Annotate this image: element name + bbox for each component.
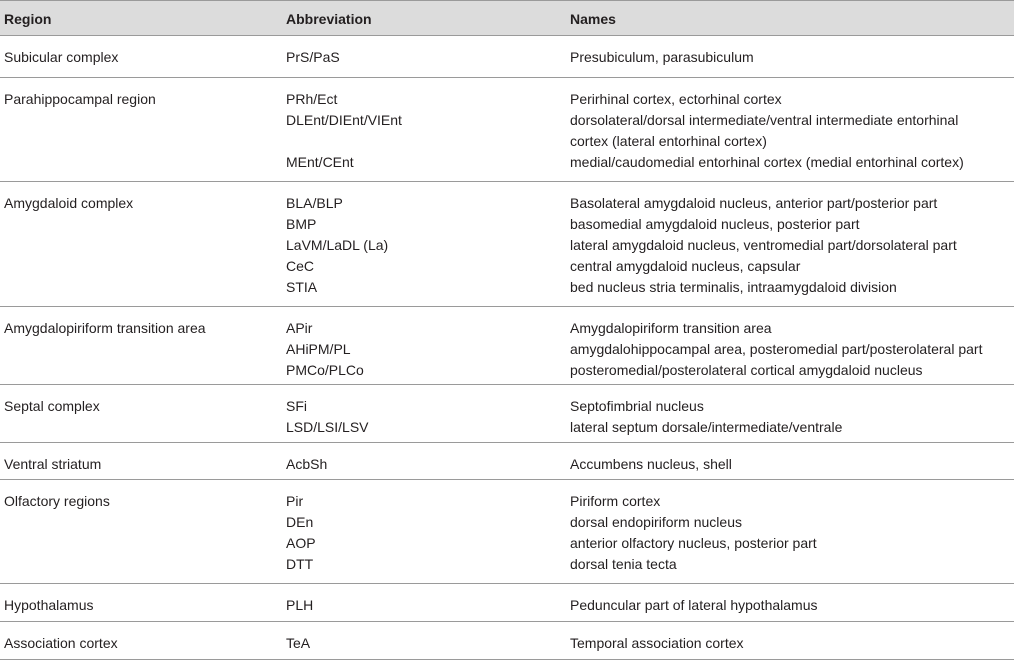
- abbreviation-cell-line: LSD/LSI/LSV: [286, 419, 369, 435]
- abbreviation-cell-line: [286, 131, 402, 152]
- names-cell: [570, 89, 964, 173]
- abbreviation-cell-line: MEnt/CEnt: [286, 154, 354, 170]
- header-abbreviation: Abbreviation: [286, 11, 372, 27]
- names-cell-line: Presubiculum, parasubiculum: [570, 49, 754, 65]
- region-cell: Association cortex: [4, 635, 118, 651]
- names-cell-line: medial/caudomedial entorhinal cortex (medial entorhinal cortex): [570, 154, 964, 170]
- table-row: [0, 385, 1014, 443]
- region-cell: Ventral striatum: [4, 456, 102, 472]
- names-cell-line: Basolateral amygdaloid nucleus, anterior part/posterior part: [570, 195, 938, 211]
- names-cell: [570, 47, 754, 68]
- table-row: [0, 78, 1014, 182]
- names-cell-line: lateral amygdaloid nucleus, ventromedial part/dorsolateral part: [570, 237, 957, 253]
- abbreviation-cell-line: DTT: [286, 556, 314, 572]
- table-row: [0, 36, 1014, 78]
- abbreviation-cell-line: AcbSh: [286, 456, 328, 472]
- abbreviation-cell-line: AHiPM/PL: [286, 341, 351, 357]
- abbreviation-cell-line: DLEnt/DIEnt/VIEnt: [286, 112, 402, 128]
- abbreviation-cell: [286, 595, 313, 616]
- abbreviation-cell: [286, 89, 402, 173]
- names-cell-line: central amygdaloid nucleus, capsular: [570, 258, 801, 274]
- table-row: [0, 584, 1014, 622]
- table-row: [0, 307, 1014, 385]
- abbreviation-cell-line: BMP: [286, 216, 317, 232]
- names-cell-line: dorsal endopiriform nucleus: [570, 514, 742, 530]
- abbreviation-cell-line: CeC: [286, 258, 315, 274]
- abbreviation-cell-line: LaVM/LaDL (La): [286, 237, 389, 253]
- names-cell-line: Perirhinal cortex, ectorhinal cortex: [570, 91, 782, 107]
- region-cell: Amygdalopiriform transition area: [4, 320, 206, 336]
- abbreviation-cell: [286, 47, 340, 68]
- header-names: Names: [570, 11, 616, 27]
- names-cell-line: posteromedial/posterolateral cortical amygdaloid nucleus: [570, 362, 923, 378]
- abbreviation-cell: [286, 454, 327, 475]
- region-cell: Hypothalamus: [4, 597, 94, 613]
- abbreviation-cell-line: APir: [286, 320, 313, 336]
- names-cell-line: Piriform cortex: [570, 493, 661, 509]
- table-header: [0, 0, 1014, 36]
- names-cell: [570, 595, 817, 616]
- region-cell: Subicular complex: [4, 49, 119, 65]
- abbreviation-cell-line: PrS/PaS: [286, 49, 340, 65]
- names-cell: [570, 633, 744, 654]
- table-row: [0, 480, 1014, 584]
- region-cell: Parahippocampal region: [4, 91, 156, 107]
- abbreviation-cell-line: STIA: [286, 279, 318, 295]
- abbreviation-cell: [286, 318, 364, 381]
- abbreviation-cell-line: PMCo/PLCo: [286, 362, 364, 378]
- abbreviation-cell-line: AOP: [286, 535, 316, 551]
- names-cell: [570, 318, 982, 381]
- names-cell-line: cortex (lateral entorhinal cortex): [570, 133, 767, 149]
- names-cell-line: Amygdalopiriform transition area: [570, 320, 772, 336]
- names-cell-line: amygdalohippocampal area, posteromedial part/posterolateral part: [570, 341, 983, 357]
- region-cell: Amygdaloid complex: [4, 195, 134, 211]
- header-region: Region: [4, 11, 52, 27]
- region-cell: Septal complex: [4, 398, 100, 414]
- names-cell: [570, 396, 842, 438]
- abbreviation-cell-line: Pir: [286, 493, 304, 509]
- names-cell-line: bed nucleus stria terminalis, intraamygdaloid division: [570, 279, 897, 295]
- table-row: [0, 443, 1014, 480]
- names-cell: [570, 454, 732, 475]
- names-cell-line: Septofimbrial nucleus: [570, 398, 704, 414]
- abbreviation-cell: [286, 491, 316, 575]
- abbreviation-cell-line: PLH: [286, 597, 314, 613]
- abbreviation-cell-line: SFi: [286, 398, 307, 414]
- abbreviation-cell: [286, 193, 388, 298]
- names-cell-line: anterior olfactory nucleus, posterior part: [570, 535, 817, 551]
- table-row: [0, 182, 1014, 307]
- abbreviation-cell: [286, 396, 369, 438]
- abbreviation-cell: [286, 633, 310, 654]
- names-cell-line: dorsolateral/dorsal intermediate/ventral intermediate entorhinal: [570, 112, 959, 128]
- names-cell-line: Temporal association cortex: [570, 635, 744, 651]
- names-cell: [570, 193, 957, 298]
- names-cell-line: Peduncular part of lateral hypothalamus: [570, 597, 818, 613]
- names-cell: [570, 491, 817, 575]
- names-cell-line: lateral septum dorsale/intermediate/ventrale: [570, 419, 843, 435]
- region-cell: Olfactory regions: [4, 493, 110, 509]
- names-cell-line: basomedial amygdaloid nucleus, posterior part: [570, 216, 860, 232]
- abbreviation-cell-line: BLA/BLP: [286, 195, 343, 211]
- abbreviation-cell-line: DEn: [286, 514, 314, 530]
- abbreviation-cell-line: TeA: [286, 635, 311, 651]
- abbreviation-cell-line: PRh/Ect: [286, 91, 338, 107]
- names-cell-line: dorsal tenia tecta: [570, 556, 677, 572]
- names-cell-line: Accumbens nucleus, shell: [570, 456, 732, 472]
- table-row: [0, 622, 1014, 660]
